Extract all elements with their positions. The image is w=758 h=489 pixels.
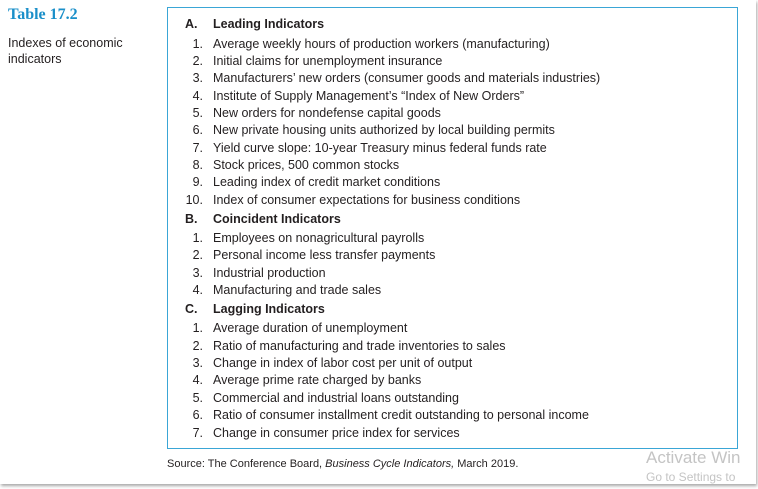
section-letter: B.	[185, 211, 198, 226]
indicator-text: Average weekly hours of production workers (manufacturing)	[213, 36, 550, 51]
activation-watermark-sub: Go to Settings to	[646, 470, 736, 484]
indicator-number: 6.	[192, 123, 203, 138]
indicator-text: Employees on nonagricultural payrolls	[213, 231, 425, 245]
indicator-number: 8.	[192, 157, 203, 172]
indicator-number: 4.	[192, 88, 203, 103]
indicator-number: 1.	[192, 321, 203, 336]
indicator-number: 2.	[192, 248, 203, 263]
indicator-text: Institute of Supply Management’s “Index of New Orders”	[213, 88, 525, 103]
indicator-number: 3.	[192, 265, 203, 280]
indicator-text: Ratio of manufacturing and trade inventories to sales	[213, 338, 506, 353]
section-title: Leading Indicators	[213, 17, 325, 31]
section-letter: C.	[185, 301, 198, 316]
indicator-text: New orders for nondefense capital goods	[213, 105, 441, 120]
table-caption: Indexes of economic indicators	[8, 36, 123, 66]
section-letter: A.	[185, 17, 198, 31]
indicator-number: 10.	[185, 192, 203, 207]
indicator-number: 2.	[192, 53, 203, 68]
indicator-text: Change in index of labor cost per unit of output	[213, 356, 473, 371]
indicator-text: Leading index of credit market conditions	[213, 175, 441, 190]
indicator-text: Manufacturers’ new orders (consumer goods and materials industries)	[213, 71, 601, 86]
table-number: Table 17.2	[8, 6, 78, 23]
section-title: Coincident Indicators	[213, 211, 341, 226]
indicator-number: 6.	[192, 408, 203, 423]
indicator-number: 3.	[192, 71, 203, 86]
indicator-number: 1.	[192, 231, 203, 245]
source-suffix: March 2019.	[454, 458, 519, 470]
indicator-number: 2.	[192, 338, 203, 353]
indicator-number: 5.	[192, 105, 203, 120]
indicator-number: 7.	[192, 140, 203, 155]
indicator-text: Personal income less transfer payments	[213, 248, 436, 263]
indicator-number: 7.	[192, 425, 203, 440]
indicator-number: 1.	[192, 36, 203, 51]
indicator-text: Index of consumer expectations for business conditions	[213, 192, 521, 207]
indicator-text: Change in consumer price index for services	[213, 425, 460, 440]
indicator-text: Initial claims for unemployment insurance	[213, 53, 443, 68]
indicator-text: Yield curve slope: 10-year Treasury minus federal funds rate	[213, 140, 547, 155]
indicator-text: Ratio of consumer installment credit outstanding to personal income	[213, 408, 589, 423]
indicator-text: New private housing units authorized by local building permits	[213, 123, 555, 138]
indicator-text: Manufacturing and trade sales	[213, 283, 382, 298]
indicator-number: 4.	[192, 373, 203, 388]
indicator-number: 5.	[192, 390, 203, 405]
indicator-number: 4.	[192, 283, 203, 298]
section-title: Lagging Indicators	[213, 301, 325, 316]
source-note	[167, 458, 518, 470]
activation-watermark: Activate Win	[646, 448, 741, 467]
indicator-text: Average prime rate charged by banks	[213, 373, 422, 388]
indicator-text: Industrial production	[213, 265, 326, 280]
indicator-text: Average duration of unemployment	[213, 321, 408, 336]
indicator-number: 9.	[192, 175, 203, 190]
indicator-number: 3.	[192, 356, 203, 371]
indicator-text: Stock prices, 500 common stocks	[213, 157, 400, 172]
indicator-text: Commercial and industrial loans outstanding	[213, 390, 459, 405]
source-title: Business Cycle Indicators,	[325, 458, 455, 470]
source-prefix: Source: The Conference Board,	[167, 458, 326, 470]
